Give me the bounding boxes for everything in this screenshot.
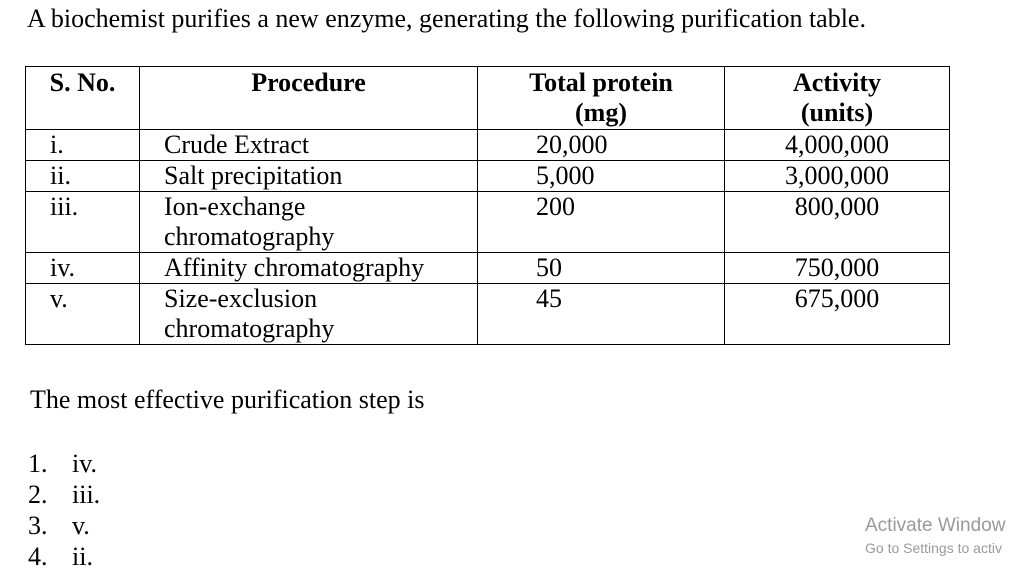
cell-procedure: Size-exclusion chromatography xyxy=(140,284,478,345)
cell-total-protein: 50 xyxy=(478,253,725,284)
header-sno: S. No. xyxy=(26,67,140,130)
cell-procedure: Salt precipitation xyxy=(140,161,478,192)
question-text: A biochemist purifies a new enzyme, generating the following purification table. xyxy=(27,4,866,33)
cell-procedure: Affinity chromatography xyxy=(140,253,478,284)
table-row xyxy=(26,161,950,192)
table-row xyxy=(26,192,950,253)
watermark-title: Activate Window xyxy=(865,515,1006,536)
cell-sno: v. xyxy=(26,284,140,345)
cell-sno: iv. xyxy=(26,253,140,284)
cell-total-protein: 45 xyxy=(478,284,725,345)
answer-options xyxy=(28,448,100,572)
question-prompt: The most effective purification step is xyxy=(30,385,425,414)
watermark-subtitle: Go to Settings to activ xyxy=(865,540,1002,556)
header-activity: Activity (units) xyxy=(725,67,950,130)
cell-procedure: Ion-exchange chromatography xyxy=(140,192,478,253)
cell-sno: i. xyxy=(26,130,140,161)
answer-option[interactable] xyxy=(28,479,100,510)
cell-activity: 750,000 xyxy=(725,253,950,284)
table-row xyxy=(26,284,950,345)
option-label: ii. xyxy=(72,542,93,571)
option-number: 1. xyxy=(28,449,48,478)
cell-activity: 675,000 xyxy=(725,284,950,345)
cell-total-protein: 200 xyxy=(478,192,725,253)
cell-procedure: Crude Extract xyxy=(140,130,478,161)
answer-option[interactable] xyxy=(28,510,100,541)
answer-option[interactable] xyxy=(28,541,100,572)
header-procedure: Procedure xyxy=(140,67,478,130)
option-number: 3. xyxy=(28,511,48,540)
option-number: 4. xyxy=(28,542,48,571)
option-label: iii. xyxy=(72,480,101,509)
cell-total-protein: 20,000 xyxy=(478,130,725,161)
cell-activity: 800,000 xyxy=(725,192,950,253)
option-label: v. xyxy=(72,511,90,540)
cell-sno: ii. xyxy=(26,161,140,192)
purification-table xyxy=(25,66,950,345)
cell-sno: iii. xyxy=(26,192,140,253)
table-row xyxy=(26,130,950,161)
cell-total-protein: 5,000 xyxy=(478,161,725,192)
activate-windows-watermark xyxy=(865,514,1005,558)
answer-option[interactable] xyxy=(28,448,100,479)
cell-activity: 3,000,000 xyxy=(725,161,950,192)
table-row xyxy=(26,253,950,284)
option-label: iv. xyxy=(72,449,98,478)
table-header-row xyxy=(26,67,950,130)
option-number: 2. xyxy=(28,480,48,509)
header-total-protein: Total protein (mg) xyxy=(478,67,725,130)
cell-activity: 4,000,000 xyxy=(725,130,950,161)
